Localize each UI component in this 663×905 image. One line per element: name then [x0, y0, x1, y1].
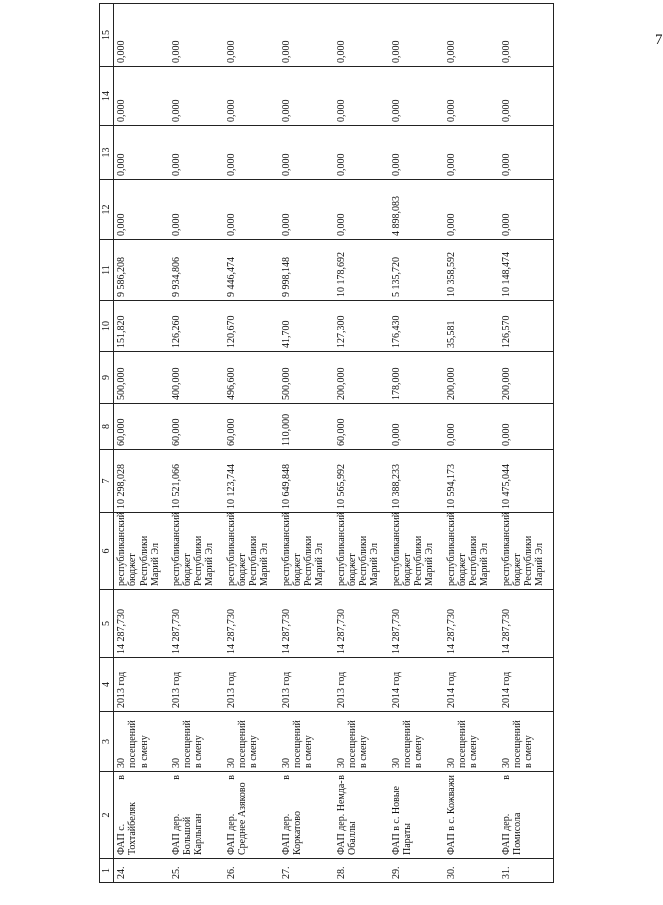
- table-row: [169, 4, 224, 883]
- table-cell-c7: 10 594,173: [444, 450, 499, 513]
- facility-name-preposition: в: [335, 775, 347, 780]
- table-cell-num: 24.: [114, 859, 169, 883]
- table-cell-c13: 0,000: [334, 126, 389, 180]
- facility-name-cell: [224, 772, 279, 859]
- table-cell-c8: 0,000: [499, 404, 554, 450]
- table-cell-c5: 14 287,730: [279, 590, 334, 658]
- table-cell-c7: 10 521,066: [169, 450, 224, 513]
- table-cell-c11: 10 148,474: [499, 240, 554, 301]
- table-cell-budget: республиканский бюджет Республики Марий Эл: [114, 513, 169, 590]
- table-cell-c5: 14 287,730: [224, 590, 279, 658]
- facility-name-preposition: в: [225, 775, 237, 780]
- table-cell-c12: 0,000: [499, 180, 554, 240]
- table-cell-c15: 0,000: [444, 4, 499, 67]
- table-cell-c13: 0,000: [389, 126, 444, 180]
- facility-name-cell: [334, 772, 389, 859]
- table-cell-num: 31.: [499, 859, 554, 883]
- table-cell-c11: 9 446,474: [224, 240, 279, 301]
- table-cell-c8: 0,000: [389, 404, 444, 450]
- facility-name-preposition: в: [116, 775, 128, 780]
- col-header: 10: [100, 301, 114, 352]
- table-cell-c11: 10 178,692: [334, 240, 389, 301]
- table-cell-c7: 10 388,233: [389, 450, 444, 513]
- table-cell-num: 29.: [389, 859, 444, 883]
- table-cell-budget: республиканский бюджет Республики Марий Эл: [169, 513, 224, 590]
- table-cell-c10: 127,300: [334, 301, 389, 352]
- table-cell-c10: 120,670: [224, 301, 279, 352]
- table-cell-c11: 10 358,592: [444, 240, 499, 301]
- table-cell-year: 2013 год: [279, 658, 334, 712]
- table-cell-c12: 4 898,083: [389, 180, 444, 240]
- table-cell-c7: 10 649,848: [279, 450, 334, 513]
- rotated-table-container: [99, 18, 594, 883]
- table-cell-c10: 176,430: [389, 301, 444, 352]
- facility-name: [391, 775, 413, 855]
- table-cell-c9: 400,000: [169, 352, 224, 404]
- facility-name: [501, 775, 523, 855]
- table-cell-c5: 14 287,730: [334, 590, 389, 658]
- col-header: 15: [100, 4, 114, 67]
- facility-name-text: ФАП дер. Помисола: [500, 812, 523, 855]
- table-cell-c14: 0,000: [169, 67, 224, 126]
- table-cell-visits: 30 посещений в смену: [499, 712, 554, 772]
- facility-name-text: ФАП дер. Среднее Азяково: [225, 782, 248, 855]
- table-cell-c14: 0,000: [499, 67, 554, 126]
- col-header: 4: [100, 658, 114, 712]
- col-header: 1: [100, 859, 114, 883]
- table-cell-c5: 14 287,730: [499, 590, 554, 658]
- table-cell-c14: 0,000: [224, 67, 279, 126]
- table-cell-c15: 0,000: [279, 4, 334, 67]
- table-cell-c14: 0,000: [389, 67, 444, 126]
- facility-name-text: ФАП в с. Новые Параты: [390, 786, 413, 855]
- table-cell-c10: 126,570: [499, 301, 554, 352]
- table-cell-c14: 0,000: [334, 67, 389, 126]
- facility-name-cell: [499, 772, 554, 859]
- facility-name: [281, 775, 303, 855]
- table-cell-budget: республиканский бюджет Республики Марий Эл: [389, 513, 444, 590]
- table-cell-c12: 0,000: [224, 180, 279, 240]
- table-cell-c15: 0,000: [224, 4, 279, 67]
- facility-name: [116, 775, 138, 855]
- table-cell-c10: 41,700: [279, 301, 334, 352]
- table-cell-c9: 500,000: [279, 352, 334, 404]
- table-cell-c13: 0,000: [224, 126, 279, 180]
- facility-name-text: ФАП дер. Немда-Обаллы: [335, 780, 358, 855]
- facility-name-preposition: в: [170, 775, 182, 780]
- facility-name-preposition: в: [500, 775, 512, 780]
- table-cell-c5: 14 287,730: [169, 590, 224, 658]
- facility-name-cell: [389, 772, 444, 859]
- table-cell-c12: 0,000: [169, 180, 224, 240]
- table-cell-year: 2013 год: [224, 658, 279, 712]
- table-cell-c5: 14 287,730: [389, 590, 444, 658]
- col-header: 8: [100, 404, 114, 450]
- table-cell-c8: 60,000: [169, 404, 224, 450]
- table-row: [279, 4, 334, 883]
- table-cell-c5: 14 287,730: [114, 590, 169, 658]
- table-cell-c12: 0,000: [334, 180, 389, 240]
- table-cell-year: 2013 год: [114, 658, 169, 712]
- table-cell-c11: 9 934,806: [169, 240, 224, 301]
- table-cell-visits: 30 посещений в смену: [169, 712, 224, 772]
- table-cell-c9: 500,000: [114, 352, 169, 404]
- facility-name-cell: [279, 772, 334, 859]
- data-table: [99, 3, 554, 883]
- table-cell-c8: 60,000: [224, 404, 279, 450]
- table-cell-c15: 0,000: [114, 4, 169, 67]
- table-cell-budget: республиканский бюджет Республики Марий Эл: [444, 513, 499, 590]
- table-cell-c15: 0,000: [389, 4, 444, 67]
- table-cell-c9: 200,000: [444, 352, 499, 404]
- table-cell-c7: 10 565,992: [334, 450, 389, 513]
- table-cell-c9: 200,000: [334, 352, 389, 404]
- table-row: [499, 4, 554, 883]
- table-cell-year: 2014 год: [499, 658, 554, 712]
- table-cell-c7: 10 123,744: [224, 450, 279, 513]
- table-cell-c11: 9 586,208: [114, 240, 169, 301]
- table-cell-c10: 126,260: [169, 301, 224, 352]
- table-cell-num: 26.: [224, 859, 279, 883]
- facility-name-preposition: в: [280, 775, 292, 780]
- facility-name-text: ФАП с. Тохтайбеляк: [116, 802, 139, 855]
- table-cell-year: 2014 год: [389, 658, 444, 712]
- table-cell-c8: 110,000: [279, 404, 334, 450]
- table-cell-c14: 0,000: [444, 67, 499, 126]
- col-header: 5: [100, 590, 114, 658]
- facility-name-text: ФАП дер. Коркатово: [280, 811, 303, 855]
- facility-name: [226, 775, 248, 855]
- facility-name-text: ФАП дер. Большой Карлыган: [170, 813, 205, 855]
- table-row: [224, 4, 279, 883]
- table-cell-c13: 0,000: [444, 126, 499, 180]
- table-cell-c15: 0,000: [169, 4, 224, 67]
- table-cell-num: 25.: [169, 859, 224, 883]
- table-cell-visits: 30 посещений в смену: [389, 712, 444, 772]
- col-header: 14: [100, 67, 114, 126]
- table-cell-c8: 60,000: [334, 404, 389, 450]
- table-row: [444, 4, 499, 883]
- table-cell-c14: 0,000: [114, 67, 169, 126]
- table-cell-visits: 30 посещений в смену: [224, 712, 279, 772]
- table-cell-c8: 0,000: [444, 404, 499, 450]
- table-cell-num: 28.: [334, 859, 389, 883]
- col-header: 11: [100, 240, 114, 301]
- table-cell-c8: 60,000: [114, 404, 169, 450]
- table-cell-visits: 30 посещений в смену: [114, 712, 169, 772]
- col-header: 6: [100, 513, 114, 590]
- table-cell-c15: 0,000: [334, 4, 389, 67]
- table-cell-c9: 178,000: [389, 352, 444, 404]
- table-cell-visits: 30 посещений в смену: [279, 712, 334, 772]
- table-cell-c7: 10 298,028: [114, 450, 169, 513]
- table-cell-budget: республиканский бюджет Республики Марий Эл: [224, 513, 279, 590]
- col-header: 2: [100, 772, 114, 859]
- col-header: 7: [100, 450, 114, 513]
- table-cell-c12: 0,000: [444, 180, 499, 240]
- table-cell-budget: республиканский бюджет Республики Марий Эл: [279, 513, 334, 590]
- table-cell-c13: 0,000: [279, 126, 334, 180]
- table-row: [114, 4, 169, 883]
- page-number: 7: [655, 32, 663, 48]
- table-cell-c7: 10 475,044: [499, 450, 554, 513]
- table-row: [334, 4, 389, 883]
- table-cell-visits: 30 посещений в смену: [334, 712, 389, 772]
- facility-name: [336, 775, 358, 855]
- table-cell-c11: 9 998,148: [279, 240, 334, 301]
- table-cell-year: 2013 год: [334, 658, 389, 712]
- table-cell-c15: 0,000: [499, 4, 554, 67]
- table-cell-c10: 151,820: [114, 301, 169, 352]
- table-cell-c11: 5 135,720: [389, 240, 444, 301]
- facility-name-cell: [444, 772, 499, 859]
- table-cell-year: 2014 год: [444, 658, 499, 712]
- table-cell-budget: республиканский бюджет Республики Марий Эл: [499, 513, 554, 590]
- table-cell-c14: 0,000: [279, 67, 334, 126]
- table-cell-num: 30.: [444, 859, 499, 883]
- table-cell-c13: 0,000: [114, 126, 169, 180]
- table-cell-c12: 0,000: [114, 180, 169, 240]
- col-header: 3: [100, 712, 114, 772]
- col-header: 12: [100, 180, 114, 240]
- table-row: [389, 4, 444, 883]
- facility-name-cell: [169, 772, 224, 859]
- table-cell-visits: 30 посещений в смену: [444, 712, 499, 772]
- table-cell-c9: 496,600: [224, 352, 279, 404]
- table-cell-c9: 200,000: [499, 352, 554, 404]
- table-cell-num: 27.: [279, 859, 334, 883]
- col-header: 13: [100, 126, 114, 180]
- table-cell-c12: 0,000: [279, 180, 334, 240]
- facility-name: [171, 775, 205, 855]
- table-cell-c13: 0,000: [169, 126, 224, 180]
- table-cell-c13: 0,000: [499, 126, 554, 180]
- table-cell-budget: республиканский бюджет Республики Марий Эл: [334, 513, 389, 590]
- table-cell-year: 2013 год: [169, 658, 224, 712]
- header-row: [100, 4, 114, 883]
- facility-name-text: ФАП в с. Кожважи: [445, 775, 457, 855]
- table-cell-c10: 35,581: [444, 301, 499, 352]
- col-header: 9: [100, 352, 114, 404]
- facility-name: [446, 775, 457, 855]
- facility-name-cell: [114, 772, 169, 859]
- table-cell-c5: 14 287,730: [444, 590, 499, 658]
